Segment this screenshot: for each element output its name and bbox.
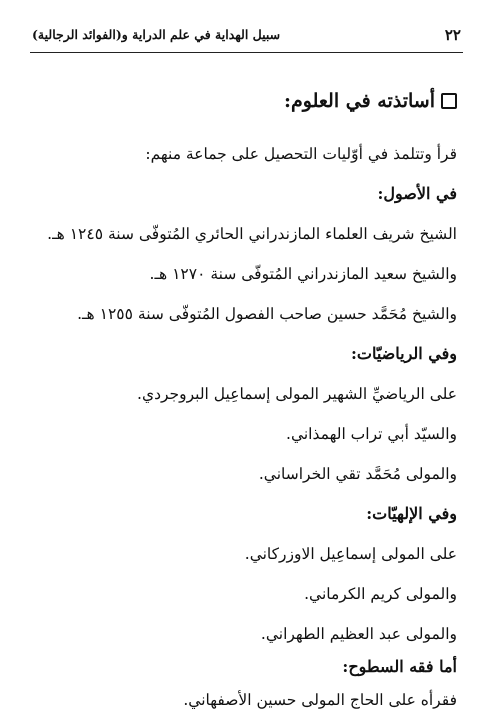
page-body [32, 88, 457, 710]
section-heading-text: أساتذته في العلوم: [284, 90, 435, 112]
square-bullet-icon [441, 93, 457, 109]
list-item: والشيخ سعيد المازندراني المُتوفّى سنة ١٢٧٠ هـ. [149, 265, 457, 283]
subheading-ilahiyat: وفي الإلهيّات: [366, 504, 457, 523]
list-item: والمولى عبد العظيم الطهراني. [260, 625, 457, 643]
list-item: والمولى مُحَمَّد تقي الخراساني. [258, 465, 457, 483]
running-header [30, 24, 463, 53]
list-item: فقرأه على الحاج المولى حسين الأصفهاني. [183, 691, 457, 709]
list-item: والمولى كريم الكرماني. [304, 585, 457, 603]
list-item: والسيّد أبي تراب الهمذاني. [286, 425, 457, 443]
subheading-usul: في الأصول: [377, 184, 457, 203]
section-heading [32, 88, 457, 114]
page-number: ٢٢ [444, 26, 461, 44]
intro-paragraph: قرأ وتتلمذ في أوّليات التحصيل على جماعة منهم: [145, 145, 457, 163]
list-item: الشيخ شريف العلماء المازندراني الحائري المُتوفّى سنة ١٢٤٥ هـ. [47, 225, 457, 243]
running-title: سبيل الهداية في علم الدراية و(الفوائد الرجالية) [32, 27, 281, 42]
subheading-fiqh: أما فقه السطوح: [342, 657, 457, 676]
subheading-riyadiyat: وفي الرياضيّات: [350, 344, 457, 363]
list-item: على المولى إسماعِيل الاوزركاني. [244, 545, 457, 563]
list-item: والشيخ مُحَمَّد حسين صاحب الفصول المُتوفّى سنة ١٢٥٥ هـ. [77, 305, 457, 323]
list-item: على الرياضيِّ الشهير المولى إسماعِيل البروجردي. [137, 385, 457, 403]
